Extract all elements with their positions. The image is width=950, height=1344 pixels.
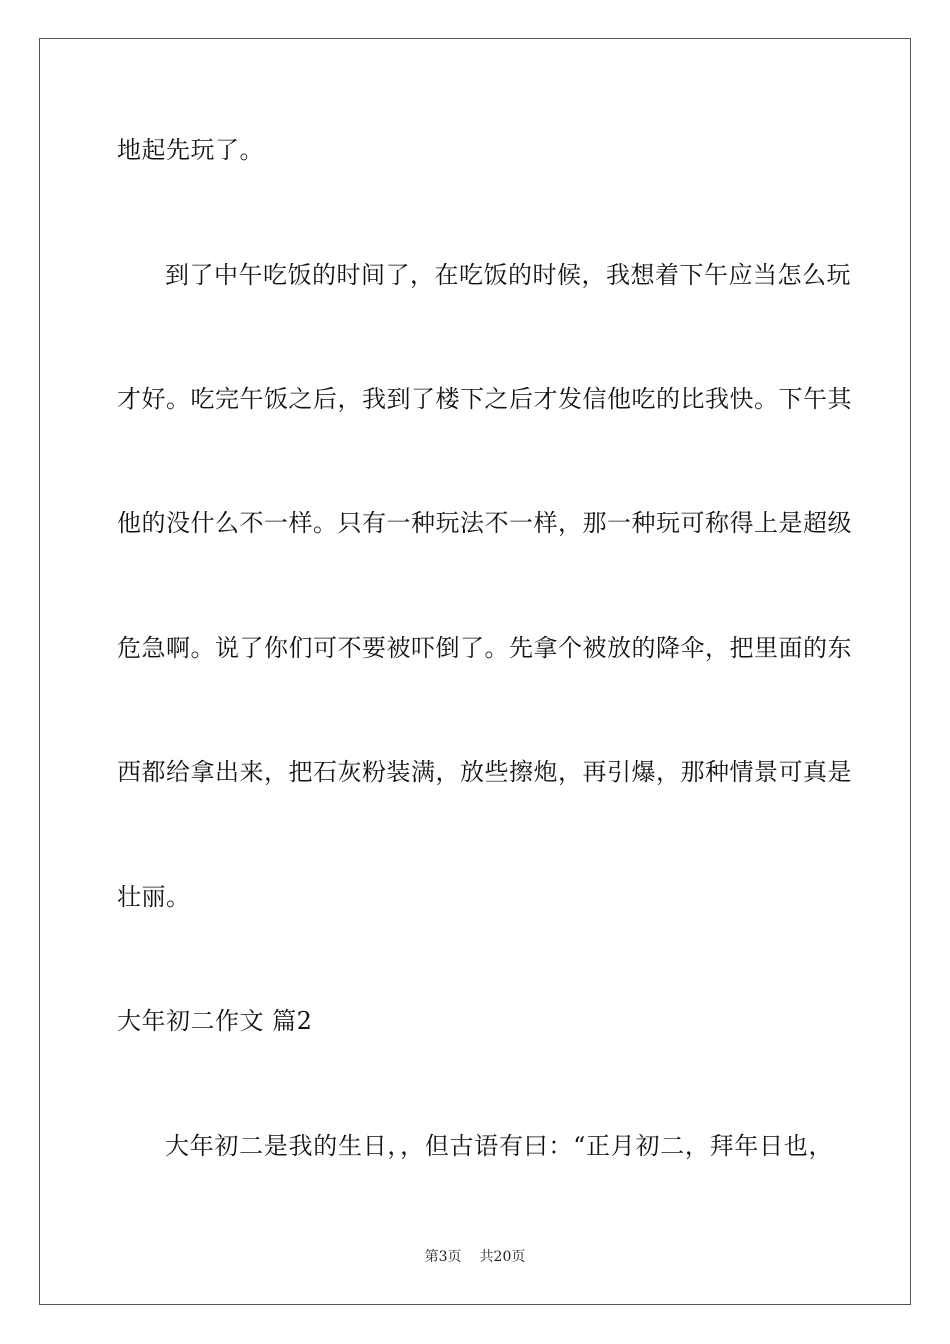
- paragraph-line-8: 大年初二是我的生日，，但古语有曰：“正月初二，拜年日也，: [165, 1132, 833, 1160]
- paragraph-line-1: 地起先玩了。: [117, 136, 264, 164]
- paragraph-line-2: 到了中午吃饭的时间了，在吃饭的时候，我想着下午应当怎么玩: [165, 261, 851, 289]
- page-border: [39, 38, 911, 1305]
- page-number: 第3页: [424, 1249, 462, 1265]
- page-footer: [0, 1247, 950, 1267]
- paragraph-line-6: 西都给拿出来，把石灰粉装满，放些擦炮，再引爆，那种情景可真是: [117, 758, 852, 786]
- section-heading: 大年初二作文 篇2: [117, 1007, 313, 1035]
- paragraph-line-3: 才好。吃完午饭之后，我到了楼下之后才发信他吃的比我快。下午其: [117, 385, 852, 413]
- paragraph-line-5: 危急啊。说了你们可不要被吓倒了。先拿个被放的降伞，把里面的东: [117, 634, 852, 662]
- page-total: 共20页: [479, 1249, 526, 1265]
- paragraph-line-7: 壮丽。: [117, 883, 191, 911]
- paragraph-line-4: 他的没什么不一样。只有一种玩法不一样，那一种玩可称得上是超级: [117, 509, 852, 537]
